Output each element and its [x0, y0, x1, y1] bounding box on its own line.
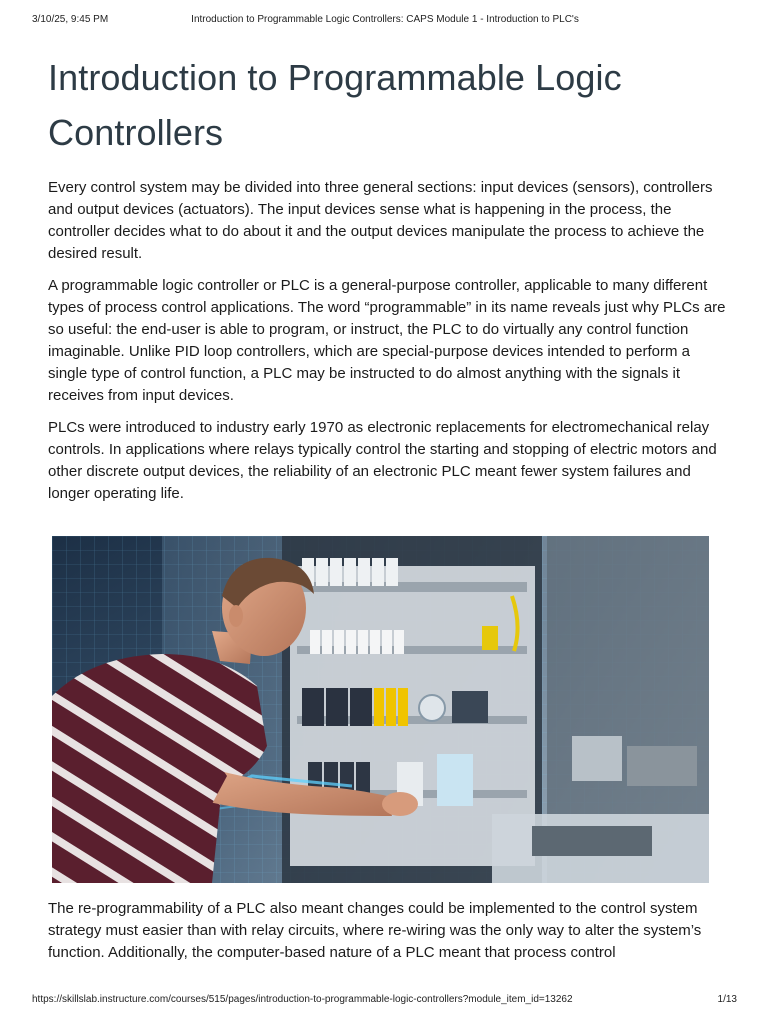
page-title: Introduction to Programmable Logic Controllers: [48, 57, 622, 153]
page-number: 1/13: [717, 994, 737, 1005]
page-url: https://skillslab.instructure.com/courses/515/pages/introduction-to-programmable-logic-controllers?module_item_id=13262: [32, 994, 573, 1005]
print-document-title: Introduction to Programmable Logic Controllers: CAPS Module 1 - Introduction to PLC's: [191, 14, 579, 25]
print-datetime: 3/10/25, 9:45 PM: [32, 14, 109, 25]
print-header: [32, 14, 738, 28]
article-content: [48, 50, 728, 961]
paragraph-reprogrammability: The re-programmability of a PLC also meant changes could be implemented to the control system strategy must easier than with relay circuits, where re-wiring was the only way to alter the system’s function. Additionally, the computer-based nature of a PLC meant that process control: [48, 900, 702, 961]
paragraph-plc-definition: A programmable logic controller or PLC is a general-purpose controller, applicable to many different types of process control applications. The word “programmable” in its name reveals just why PLCs are so useful: the end-user is able to program, or instruct, the PLC to do virtually any control function imaginable. Unlike PID loop controllers, which are special-purpose devices intended to perform a single type of control function, a PLC may be instructed to do almost anything with the signals it receives from input devices.: [48, 277, 726, 404]
plc-technician-photo: [52, 536, 709, 883]
paragraph-plc-history: PLCs were introduced to industry early 1970 as electronic replacements for electromechanical relay controls. In applications where relays typically control the starting and stopping of electric motors and other discrete output devices, the reliability of an electronic PLC meant fewer system failures and longer operating life.: [48, 419, 717, 502]
paragraph-control-system-sections: Every control system may be divided into three general sections: input devices (sensors), controllers and output devices (actuators). The input devices sense what is happening in the process, the controller decides what to do about it and the output devices manipulate the process to achieve the desired result.: [48, 179, 713, 262]
print-footer: [32, 994, 737, 1008]
